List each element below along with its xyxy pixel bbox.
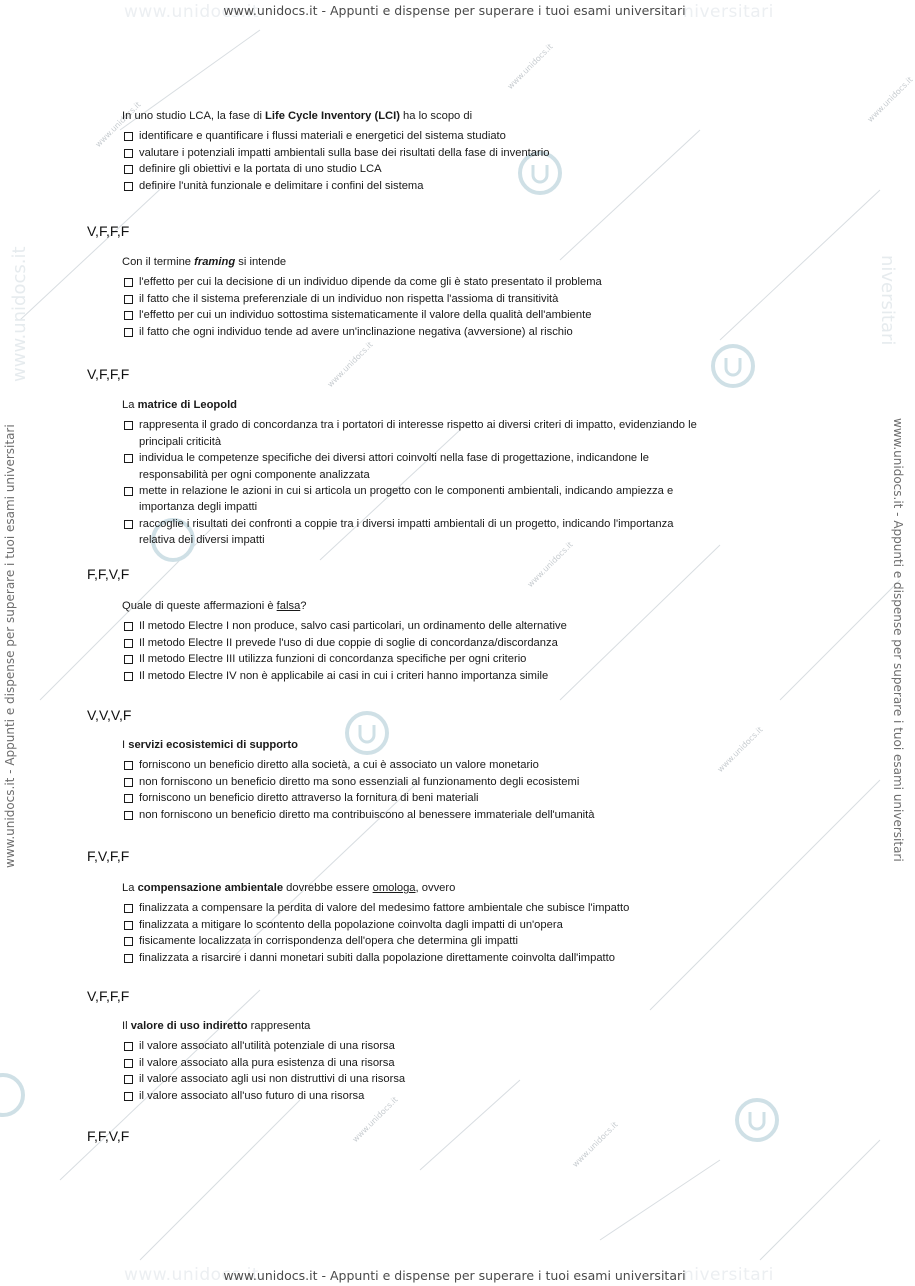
answer-key: F,V,F,F [87, 848, 130, 864]
option-item[interactable]: Il metodo Electre IV non è applicabile ai casi in cui i criteri hanno importanza simile [122, 668, 712, 684]
option-item[interactable]: non forniscono un beneficio diretto ma sono essenziali al funzionamento degli ecosistemi [122, 774, 712, 790]
option-item[interactable]: valutare i potenziali impatti ambientali sulla base dei risultati della fase di inventario [122, 145, 712, 161]
answer-key: V,F,F,F [87, 988, 130, 1004]
option-item[interactable]: definire l'unità funzionale e delimitare i confini del sistema [122, 178, 712, 194]
checkbox-icon[interactable] [124, 487, 133, 496]
option-item[interactable]: il valore associato all'uso futuro di una risorsa [122, 1088, 712, 1104]
checkbox-icon[interactable] [124, 904, 133, 913]
checkbox-icon[interactable] [124, 295, 133, 304]
watermark-small-text: www.unidocs.it [525, 540, 575, 589]
option-item[interactable]: il valore associato agli usi non distruttivi di una risorsa [122, 1071, 712, 1087]
watermark-small-text: www.unidocs.it [570, 1120, 620, 1169]
checkbox-icon[interactable] [124, 639, 133, 648]
checkbox-icon[interactable] [124, 454, 133, 463]
answer-key: V,V,V,F [87, 707, 132, 723]
checkbox-icon[interactable] [124, 149, 133, 158]
question-stem: Il valore di uso indiretto rappresenta [122, 1020, 311, 1032]
option-item[interactable]: Il metodo Electre I non produce, salvo casi particolari, un ordinamento delle alternative [122, 618, 712, 634]
checkbox-icon[interactable] [124, 165, 133, 174]
checkbox-icon[interactable] [124, 520, 133, 529]
checkbox-icon[interactable] [124, 1075, 133, 1084]
checkbox-icon[interactable] [124, 921, 133, 930]
question-stem: Con il termine framing si intende [122, 256, 287, 268]
question-block [122, 737, 712, 823]
option-item[interactable]: raccoglie i risultati dei confronti a coppie tra i diversi impatti ambientali di un progetto, indicando l'importanza relativa dei diversi impatti [122, 516, 712, 549]
answer-key: F,F,V,F [87, 1128, 130, 1144]
watermark-ghost-text: niversitari [683, 1265, 774, 1285]
checkbox-icon[interactable] [124, 937, 133, 946]
option-item[interactable]: Il metodo Electre III utilizza funzioni di concordanza specifiche per ogni criterio [122, 651, 712, 667]
checkbox-icon[interactable] [124, 954, 133, 963]
checkbox-icon[interactable] [124, 328, 133, 337]
checkbox-icon[interactable] [124, 311, 133, 320]
watermark-small-text: www.unidocs.it [350, 1095, 400, 1144]
option-item[interactable]: il fatto che il sistema preferenziale di un individuo non rispetta l'assioma di transitività [122, 291, 712, 307]
answer-key: V,F,F,F [87, 366, 130, 382]
option-item[interactable]: rappresenta il grado di concordanza tra i portatori di interesse rispetto ai diversi criteri di impatto, evidenziando le principali criticità [122, 417, 712, 450]
question-block [122, 1018, 712, 1104]
option-item[interactable]: finalizzata a compensare la perdita di valore del medesimo fattore ambientale che subisce l'impatto [122, 900, 712, 916]
question-stem: La matrice di Leopold [122, 399, 238, 411]
watermark-header: www.unidocs.it - Appunti e dispense per superare i tuoi esami universitari [223, 3, 686, 18]
question-stem: I servizi ecosistemici di supporto [122, 739, 298, 751]
option-item[interactable]: il valore associato all'utilità potenziale di una risorsa [122, 1038, 712, 1054]
question-stem: Quale di queste affermazioni è falsa? [122, 600, 307, 612]
option-item[interactable]: Il metodo Electre II prevede l'uso di due coppie di soglie di concordanza/discordanza [122, 635, 712, 651]
watermark-ghost-text: www.unidocs.it [9, 246, 30, 382]
watermark-ghost-text: www.unidocs.it [124, 2, 260, 22]
question-stem: La compensazione ambientale dovrebbe essere omologa, ovvero [122, 882, 456, 894]
checkbox-icon[interactable] [124, 811, 133, 820]
checkbox-icon[interactable] [124, 132, 133, 141]
checkbox-icon[interactable] [124, 421, 133, 430]
checkbox-icon[interactable] [124, 622, 133, 631]
checkbox-icon[interactable] [124, 182, 133, 191]
option-item[interactable]: mette in relazione le azioni in cui si articola un progetto con le componenti ambientali, indicando ampiezza e importanza degli impatti [122, 483, 712, 516]
option-item[interactable]: finalizzata a mitigare lo scontento della popolazione coinvolta dagli impatti di un'opera [122, 917, 712, 933]
option-item[interactable]: il fatto che ogni individuo tende ad avere un'inclinazione negativa (avversione) al rischio [122, 324, 712, 340]
watermark-small-text: www.unidocs.it [865, 75, 915, 124]
watermark-ghost-text: www.unidocs.it [124, 1265, 260, 1285]
watermark-small-text: www.unidocs.it [93, 100, 143, 149]
checkbox-icon[interactable] [124, 655, 133, 664]
option-item[interactable]: forniscono un beneficio diretto attraverso la fornitura di beni materiali [122, 790, 712, 806]
watermark-small-text: www.unidocs.it [505, 42, 555, 91]
checkbox-icon[interactable] [124, 672, 133, 681]
option-item[interactable]: forniscono un beneficio diretto alla società, a cui è associato un valore monetario [122, 757, 712, 773]
question-block [122, 397, 712, 549]
option-item[interactable]: identificare e quantificare i flussi materiali e energetici del sistema studiato [122, 128, 712, 144]
checkbox-icon[interactable] [124, 794, 133, 803]
question-stem: In uno studio LCA, la fase di Life Cycle Inventory (LCI) ha lo scopo di [122, 110, 473, 122]
checkbox-icon[interactable] [124, 778, 133, 787]
question-block [122, 598, 712, 684]
option-item[interactable]: l'effetto per cui un individuo sottostima sistematicamente il valore della qualità dell'ambiente [122, 307, 712, 323]
question-block [122, 108, 712, 194]
checkbox-icon[interactable] [124, 1042, 133, 1051]
option-item[interactable]: fisicamente localizzata in corrispondenza dell'opera che determina gli impatti [122, 933, 712, 949]
option-item[interactable]: l'effetto per cui la decisione di un individuo dipende da come gli è stato presentato il problema [122, 274, 712, 290]
option-item[interactable]: il valore associato alla pura esistenza di una risorsa [122, 1055, 712, 1071]
watermark-vertical-right: www.unidocs.it - Appunti e dispense per superare i tuoi esami universitari [891, 418, 905, 862]
answer-key: V,F,F,F [87, 223, 130, 239]
answer-key: F,F,V,F [87, 566, 130, 582]
option-item[interactable]: finalizzata a risarcire i danni monetari subiti dalla popolazione direttamente coinvolta dall'impatto [122, 950, 712, 966]
watermark-ghost-text: niversitari [683, 2, 774, 22]
watermark-small-text: www.unidocs.it [325, 340, 375, 389]
watermark-ghost-text: niversitari [877, 255, 898, 346]
option-item[interactable]: individua le competenze specifiche dei diversi attori coinvolti nella fase di progettazione, indicandone le responsabilità per ogni componente analizzata [122, 450, 712, 483]
option-item[interactable]: non forniscono un beneficio diretto ma contribuiscono al benessere immateriale dell'umanità [122, 807, 712, 823]
checkbox-icon[interactable] [124, 1092, 133, 1101]
checkbox-icon[interactable] [124, 761, 133, 770]
watermark-small-text: www.unidocs.it [715, 725, 765, 774]
watermark-vertical-left: www.unidocs.it - Appunti e dispense per superare i tuoi esami universitari [3, 424, 17, 868]
question-block [122, 880, 712, 966]
watermark-footer: www.unidocs.it - Appunti e dispense per superare i tuoi esami universitari [223, 1268, 686, 1283]
question-block [122, 254, 712, 340]
checkbox-icon[interactable] [124, 1059, 133, 1068]
checkbox-icon[interactable] [124, 278, 133, 287]
option-item[interactable]: definire gli obiettivi e la portata di uno studio LCA [122, 161, 712, 177]
